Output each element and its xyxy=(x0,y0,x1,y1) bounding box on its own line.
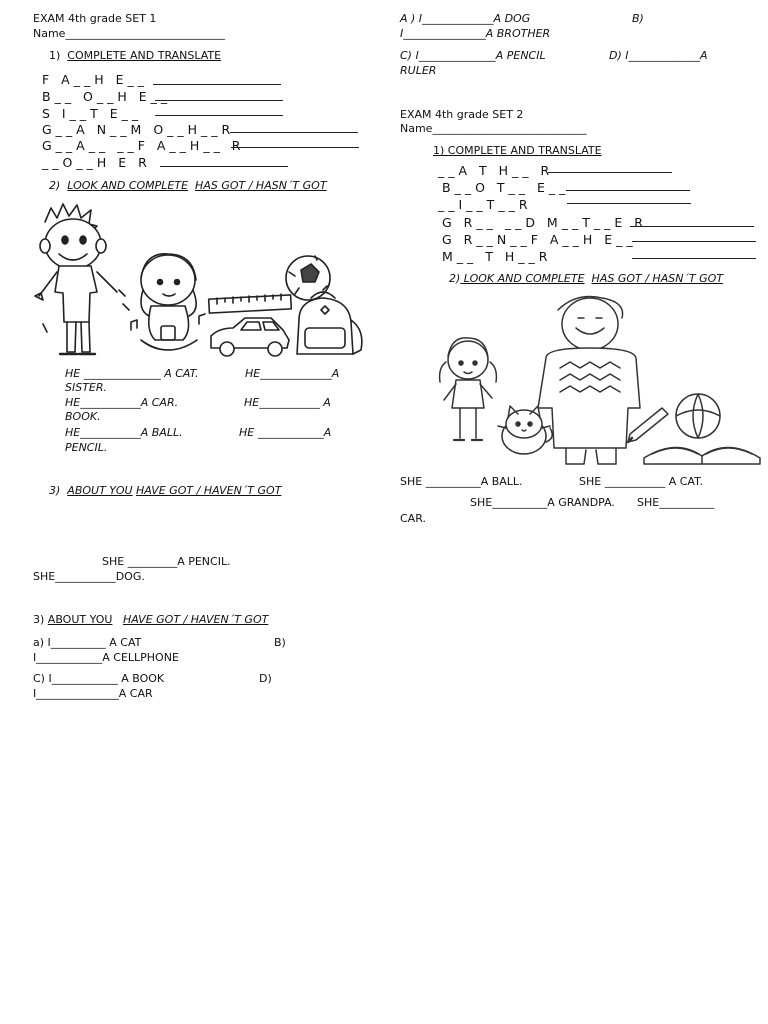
set2-top-line-b: B) xyxy=(632,12,644,25)
set1-sentence-2: HE_____________A xyxy=(245,367,340,380)
boy-figure xyxy=(35,204,129,354)
set1-name-label: Name xyxy=(33,27,66,40)
set2-answer-line-3[interactable] xyxy=(567,203,691,204)
set2-answer-line-2[interactable] xyxy=(566,190,690,191)
grandpa-figure xyxy=(538,297,640,465)
set2-section1-title: 1) COMPLETE AND TRANSLATE xyxy=(433,144,602,157)
set2-section2-title: LOOK AND COMPLETE xyxy=(460,272,585,285)
set2-answer-b: B) xyxy=(274,636,286,649)
set2-word-6: M__ T H__R xyxy=(442,249,552,264)
set1-sentence-2-cont: SISTER. xyxy=(65,381,108,394)
set2-sentence-1: SHE __________A BALL. xyxy=(400,475,523,488)
set1-word-5: G__A__ __F A__H__ R xyxy=(42,138,245,153)
set2-section2-heading xyxy=(449,272,723,286)
set1-answer-line-2[interactable] xyxy=(155,100,283,101)
set1-title: EXAM 4th grade SET 1 xyxy=(33,12,157,25)
set1-section3-title: ABOUT YOU xyxy=(67,484,133,497)
set1-section2-title: LOOK AND COMPLETE xyxy=(67,179,189,192)
set2-section2-subtitle: HAS GOT / HASN´T GOT xyxy=(591,272,724,285)
cat-figure xyxy=(498,406,552,454)
set2-word-4: G R__ __D M__T__E R xyxy=(442,215,647,230)
set1-section1-number: 1) xyxy=(49,49,61,62)
ruler-object xyxy=(209,294,292,313)
set1-answer-line-5[interactable] xyxy=(231,147,359,148)
set1-sentence-3: HE___________A CAR. xyxy=(65,396,179,409)
set2-title: EXAM 4th grade SET 2 xyxy=(400,108,524,121)
set1-sentence-6-cont: PENCIL. xyxy=(65,441,108,454)
backpack-object xyxy=(297,292,362,354)
set2-name-field[interactable] xyxy=(400,122,586,136)
open-book-object xyxy=(644,447,760,464)
set1-section2-subtitle: HAS GOT / HASN´T GOT xyxy=(195,179,327,192)
set2-illustration xyxy=(426,288,764,468)
set2-section3-heading xyxy=(33,613,268,627)
set2-answer-line-5[interactable] xyxy=(632,241,756,242)
set1-word-6: __O__H E R xyxy=(42,155,151,170)
set1-answer-line-6[interactable] xyxy=(160,166,288,167)
set1-section3-number: 3) xyxy=(49,484,61,497)
set2-answer-line-4[interactable] xyxy=(630,226,754,227)
set2-sentence-2: SHE ___________ A CAT. xyxy=(579,475,703,488)
set2-answer-line-6[interactable] xyxy=(632,258,756,259)
set1-answer-line-3[interactable] xyxy=(155,115,283,116)
set1-illustration xyxy=(33,200,368,362)
set1-word-2: B__ O__H E__ xyxy=(42,89,172,104)
set1-sentence-4-cont: BOOK. xyxy=(65,410,101,423)
soccer-ball-object xyxy=(286,256,330,300)
set1-section2-number: 2) xyxy=(49,179,61,192)
set1-word-3: S I__T E__ xyxy=(42,106,143,121)
beach-ball-object xyxy=(676,394,720,438)
set1-section3-subtitle: HAVE GOT / HAVEN´T GOT xyxy=(136,484,282,497)
set2-sentence-4: SHE__________ xyxy=(637,496,715,509)
set2-answer-c: C) I____________ A BOOK xyxy=(33,672,165,685)
set2-word-2: B__O T__ E__ xyxy=(442,180,570,195)
set2-top-line-c: C) I______________A PENCIL xyxy=(400,49,546,62)
set2-top-line-a: A ) I_____________A DOG xyxy=(400,12,531,25)
set1-sentence-6: HE ____________A xyxy=(239,426,332,439)
set1-sentence-5: HE___________A BALL. xyxy=(65,426,183,439)
set1-section3-heading xyxy=(49,484,281,498)
set1-section1-heading xyxy=(49,49,221,63)
set2-word-3: __I__T__R xyxy=(438,197,532,212)
set1-answer-line-4[interactable] xyxy=(230,132,358,133)
set1-section2-heading xyxy=(49,179,327,193)
set2-answer-d-cont: I_______________A CAR xyxy=(33,687,153,700)
set1-word-4: G__A N__M O__H__R xyxy=(42,122,235,137)
set2-answer-d: D) xyxy=(259,672,272,685)
set2-name-label: Name xyxy=(400,122,433,135)
set2-sentence-4-cont: CAR. xyxy=(400,512,426,525)
set2-answer-line-1[interactable] xyxy=(548,172,672,173)
set1-answer-line-1[interactable] xyxy=(153,84,281,85)
set2-word-5: G R__N__F A__H E__ xyxy=(442,232,637,247)
set1-name-blank: _____________________________ xyxy=(65,27,225,40)
set2-section3-subtitle: HAVE GOT / HAVEN´T GOT xyxy=(122,613,269,626)
set2-name-blank: ____________________________ xyxy=(432,122,587,135)
girl-figure-2 xyxy=(440,338,497,440)
set2-section3-title: ABOUT YOU xyxy=(47,613,113,626)
set2-top-line-d: D) I_____________A xyxy=(609,49,708,62)
set2-top-line-d-cont: RULER xyxy=(400,64,437,77)
girl-figure xyxy=(131,254,205,350)
set1-sentence-4: HE___________ A xyxy=(244,396,331,409)
set2-sentence-3: SHE__________A GRANDPA. xyxy=(470,496,615,509)
set2-answer-a: a) I__________ A CAT xyxy=(33,636,142,649)
set2-answer-b-cont: I____________A CELLPHONE xyxy=(33,651,179,664)
set1-name-field[interactable] xyxy=(33,27,225,41)
pencil-object xyxy=(628,408,668,442)
set2-section3-number: 3) xyxy=(33,613,45,626)
set2-sentence-6: SHE___________DOG. xyxy=(33,570,145,583)
set2-word-1: __A T H__ R xyxy=(438,163,554,178)
set1-word-1: F A__H E__ xyxy=(42,72,148,87)
set1-section1-title: COMPLETE AND TRANSLATE xyxy=(67,49,222,62)
toy-car-object xyxy=(211,318,289,356)
set2-section2-number: 2) xyxy=(449,272,461,285)
set1-sentence-1: HE ______________ A CAT. xyxy=(65,367,199,380)
set2-top-line-b-cont: I_______________A BROTHER xyxy=(400,27,551,40)
set2-sentence-5: SHE _________A PENCIL. xyxy=(102,555,231,568)
